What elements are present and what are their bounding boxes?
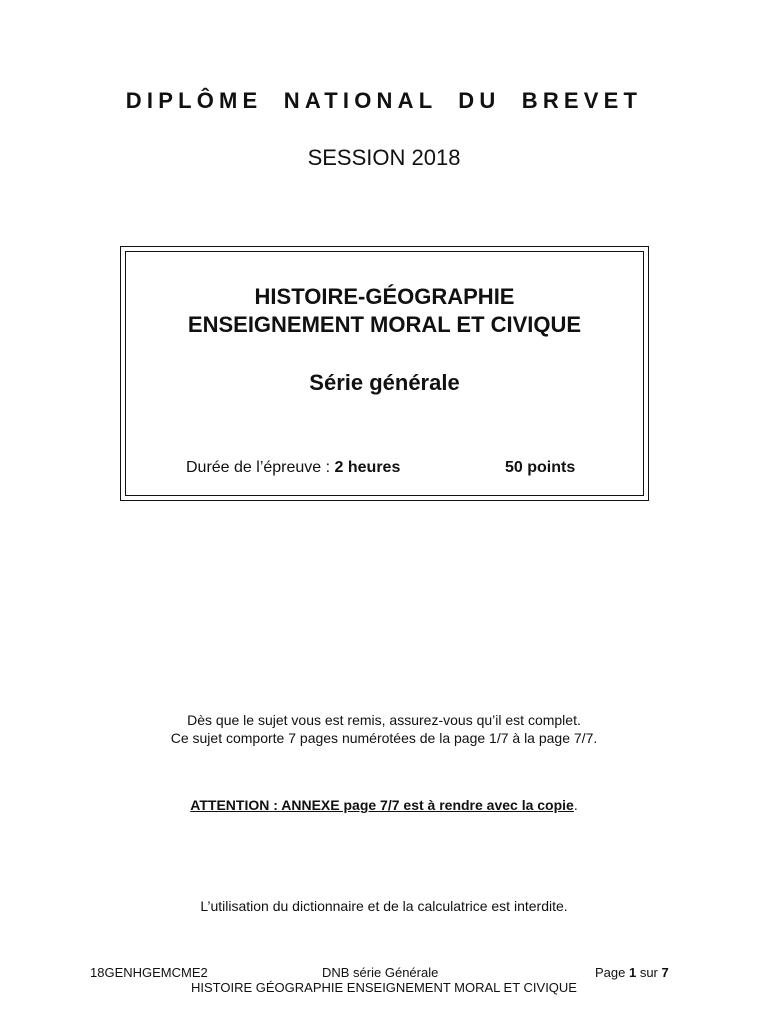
exam-info-box-inner-border — [125, 251, 644, 496]
footer-page-total: 7 — [661, 965, 669, 980]
duration-label — [186, 459, 400, 477]
attention-text: ATTENTION : ANNEXE page 7/7 est à rendre avec la copie — [190, 797, 574, 813]
duration-prefix: Durée de l’épreuve : — [186, 459, 335, 476]
footer-page-current: 1 — [628, 965, 637, 980]
notice-line-2: Ce sujet comporte 7 pages numérotées de la page 1/7 à la page 7/7. — [170, 730, 598, 746]
footer-page-word: Page — [595, 965, 629, 980]
footer-page-of: sur — [636, 965, 662, 980]
notice-line-1: Dès que le sujet vous est remis, assurez-vous qu’il est complet. — [187, 712, 581, 728]
session-label: SESSION 2018 — [307, 145, 461, 170]
attention-punctuation: . — [573, 797, 578, 813]
subject-title-line-1: HISTOIRE-GÉOGRAPHIE — [254, 284, 515, 309]
footer-page-number — [595, 965, 669, 980]
footer-subject: HISTOIRE GÉOGRAPHIE ENSEIGNEMENT MORAL ET CIVIQUE — [191, 980, 577, 995]
exam-title: DIPLÔME NATIONAL DU BREVET — [125, 88, 643, 113]
series-label: Série générale — [309, 370, 460, 395]
footer-exam-code: 18GENHGEMCME2 — [90, 965, 208, 980]
attention-notice — [0, 797, 768, 813]
points-value: 50 points — [505, 459, 576, 476]
duration-value: 2 heures — [334, 459, 401, 476]
footer-series: DNB série Générale — [322, 965, 439, 980]
exam-info-box — [120, 246, 649, 501]
usage-rule: L’utilisation du dictionnaire et de la calculatrice est interdite. — [200, 898, 568, 914]
subject-title-line-2: ENSEIGNEMENT MORAL ET CIVIQUE — [187, 312, 582, 337]
